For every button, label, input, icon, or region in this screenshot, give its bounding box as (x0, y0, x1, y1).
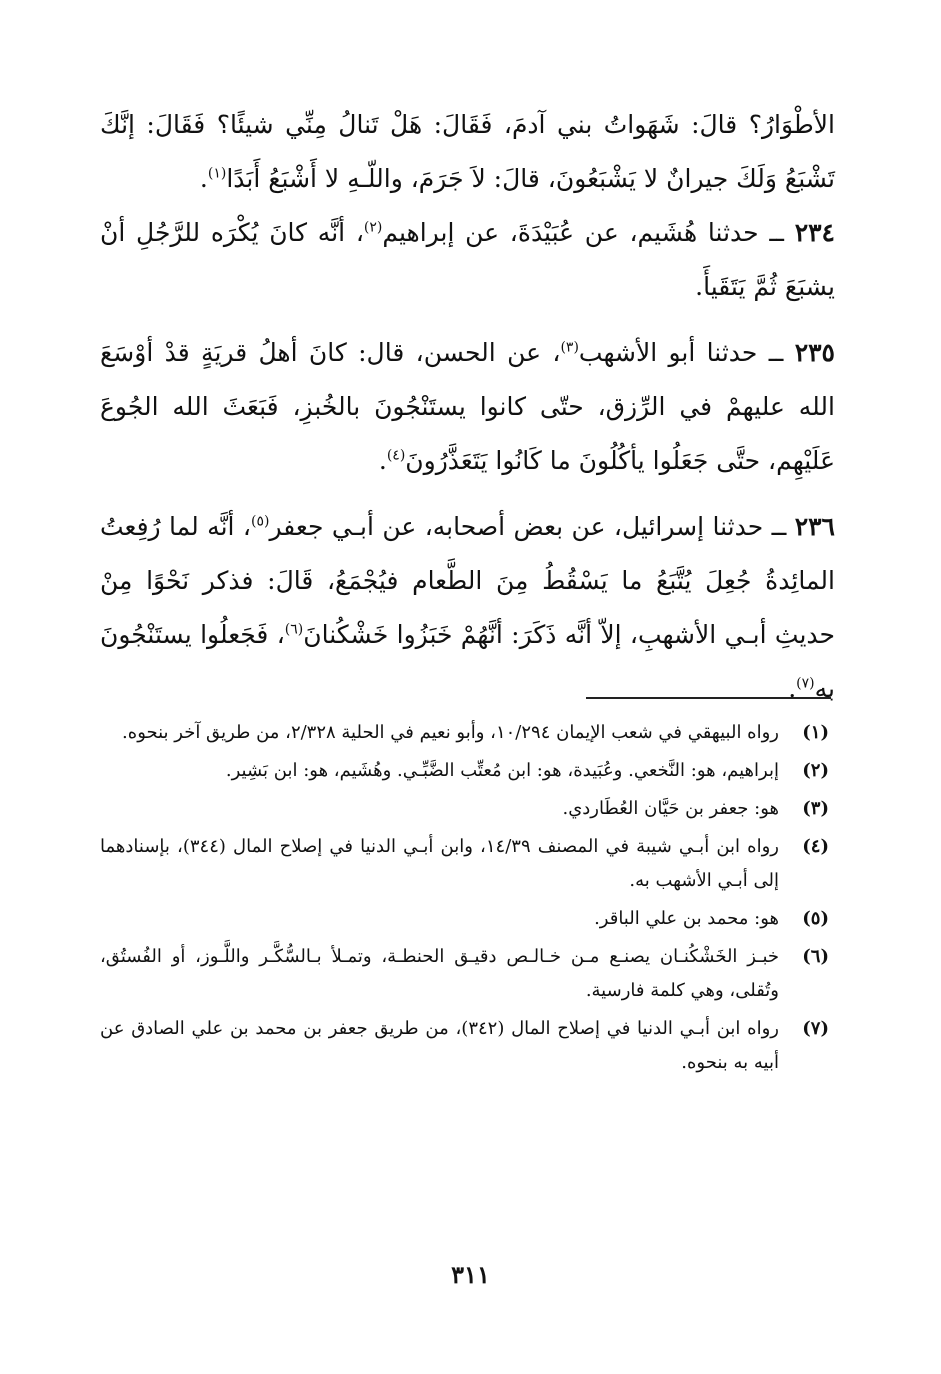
footnote-ref-6[interactable]: (٦) (284, 621, 304, 638)
paragraph-235 (100, 326, 835, 488)
paragraph-234 (100, 206, 835, 314)
paragraph-text: ، عن الحسن، قال: كانَ أهلُ قريَةٍ قدْ أوْسَعَ الله عليهمْ في الرِّزق، حتّى كانوا يستَنْجُونَ بالخُبزِ، فَبَعَثَ الله الجُوعَ عَلَيْهِم، حتَّى جَعَلُوا يأكُلُونَ ما كَانُوا يَتَعَذَّرُونَ (100, 338, 835, 475)
paragraph-text: ــ حدثنا أبو الأشهب (578, 338, 795, 367)
footnote-ref-5[interactable]: (٥) (250, 513, 270, 530)
footnote-ref-1[interactable]: (١) (207, 165, 227, 182)
footnote-ref-2[interactable]: (٢) (363, 219, 383, 236)
footnote-ref-4[interactable]: (٤) (386, 447, 406, 464)
footnote-7 (100, 1012, 835, 1080)
footnote-marker: (٤) (802, 836, 829, 857)
footnote-text: إبراهيم، هو: النَّخعي. وعُبَيدة، هو: ابن مُعتِّب الضَّبِّـي. وهُشَيم، هو: ابن بَشِير. (225, 760, 779, 781)
footnote-text: رواه البيهقي في شعب الإيمان ١٠/٢٩٤، وأبو نعيم في الحلية ٢/٣٢٨، من طريق آخر بنحوه. (122, 722, 779, 743)
footnote-marker: (٢) (802, 760, 829, 781)
footnote-3 (100, 792, 835, 826)
footnote-1 (100, 716, 835, 750)
footnote-separator (586, 697, 831, 699)
paragraph-end: . (199, 164, 208, 193)
footnote-text: خبـز الخَشْكُنـان يصنـع مـن خـالـص دقيـق الحنطـة، وتمـلأ بـالسُّكَّـر واللَّـوز، أو الفُستُق، وتُقلى، وهي كلمة فارسية. (100, 946, 779, 1001)
footnote-ref-3[interactable]: (٣) (560, 339, 579, 356)
main-text (100, 98, 835, 716)
hadith-number: ٢٣٤ (794, 218, 835, 247)
footnotes-list (100, 716, 835, 1084)
paragraph-end: . (378, 446, 387, 475)
page-number: ٣١١ (451, 1260, 490, 1289)
hadith-number: ٢٣٥ (794, 338, 835, 367)
footnote-2 (100, 754, 835, 788)
footnote-text: رواه ابن أبـي الدنيا في إصلاح المال (٣٤٢)، من طريق جعفر بن محمد بن علي الصادق عن أبيه به بنحوه. (100, 1018, 779, 1073)
footnote-4 (100, 830, 835, 898)
paragraph-end: . (788, 674, 797, 703)
footnote-text: رواه ابن أبـي شيبة في المصنف ١٤/٣٩، وابن أبـي الدنيا في إصلاح المال (٣٤٤)، بإسنادهما إلى أبـي الأشهب به. (100, 836, 779, 891)
paragraph-233-continuation (100, 98, 835, 206)
footnote-marker: (٣) (802, 798, 829, 819)
footnote-6 (100, 940, 835, 1008)
footnote-ref-7[interactable]: (٧) (796, 675, 815, 692)
paragraph-text: الأطْوَارُ؟ قالَ: شَهَواتُ بني آدمَ، فَقَالَ: هَلْ تَنالُ مِنِّي شيئًا؟ فَقَالَ: إنَّكَ تَشْبَعُ وَلَكَ جيرانٌ لا يَشْبَعُونَ، قالَ: لاَ جَرَمَ، واللّـهِ لا أَشْبَعُ أَبَدًا (100, 110, 835, 193)
footnote-text: هو: محمد بن علي الباقر. (594, 908, 779, 929)
paragraph-236 (100, 500, 835, 716)
footnote-marker: (١) (802, 722, 829, 743)
footnote-5 (100, 902, 835, 936)
paragraph-text: ــ حدثنا هُشَيم، عن عُبَيْدَةَ، عن إبراهيم (382, 218, 795, 247)
paragraph-text: ، فَجَعلُوا يستَنْجُونَ به (100, 620, 835, 703)
paragraph-text: ــ حدثنا إسرائيل، عن بعض أصحابه، عن أبـي جعفر (269, 512, 795, 541)
paragraph-text: ، أنَّه لما رُفِعتُ المائِدةُ جُعِلَ يُتَّبَعُ ما يَسْقُطُ مِنَ الطَّعام فيُجْمَعُ، قَالَ: فذكر نَحْوًا مِنْ حديثِ أبـي الأشهبِ، إلاّ أنَّه ذَكَرَ: أنَّهُمْ خَبَزُوا خَشْكُنانَ (100, 512, 835, 649)
footnote-marker: (٧) (802, 1018, 829, 1039)
footnote-marker: (٥) (802, 908, 829, 929)
footnote-marker: (٦) (802, 946, 829, 967)
paragraph-text: ، أنَّه كانَ يُكْرَه للرَّجُلِ أنْ يشبَعَ ثُمَّ يَتَقَيأَ. (100, 218, 835, 301)
footnote-text: هو: جعفر بن حَيَّان العُطَاردي. (562, 798, 779, 819)
hadith-number: ٢٣٦ (794, 512, 835, 541)
